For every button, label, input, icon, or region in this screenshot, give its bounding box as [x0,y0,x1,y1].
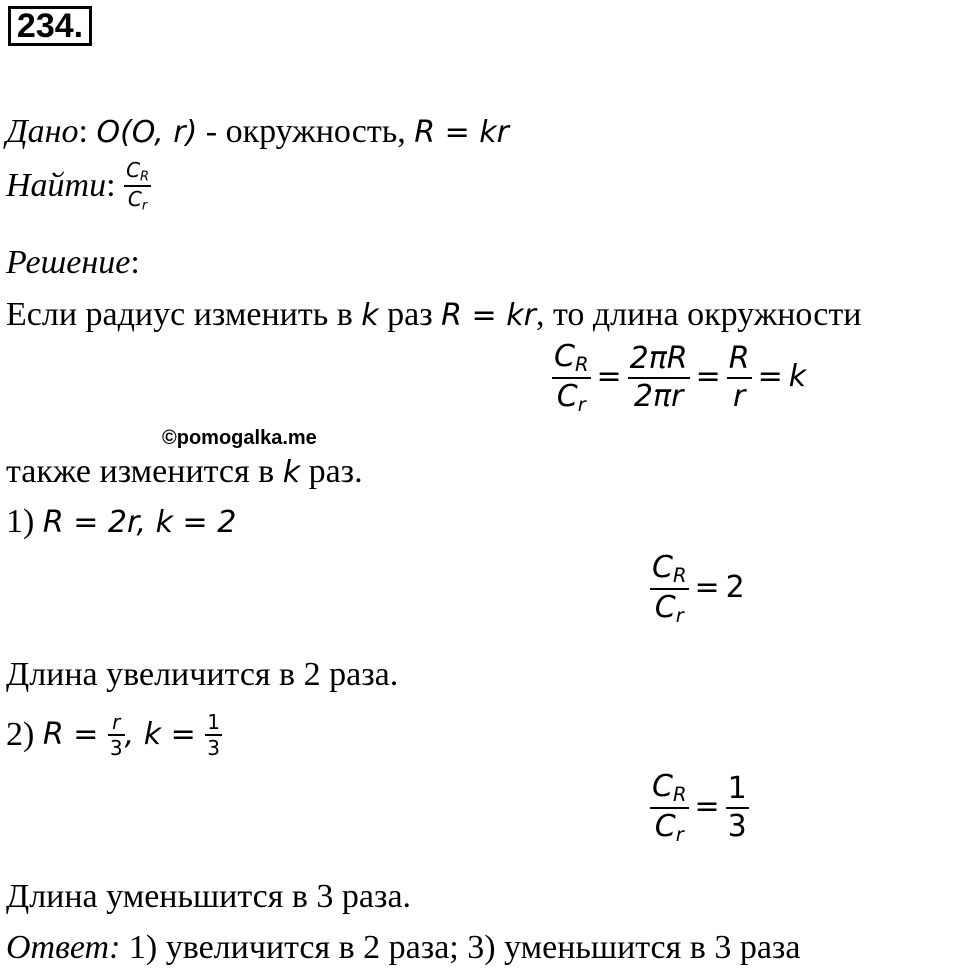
find-label: Найти [6,167,107,204]
case-2-equation: $\frac{C_R}{C_r}$ = $\frac{1}{3}$ [652,769,747,847]
radius-fraction: $\frac{R}{r}$ [728,341,750,415]
solution-line-2: также изменится в k раз. [6,453,363,490]
given-line: Дано: O(O, r) - окружность, R = kr [6,113,509,150]
given-formula: R = kr [414,115,509,150]
problem-number: 234. [8,6,92,46]
given-text: - окружность, [197,113,415,150]
solution-label-line: Решение: [6,244,140,281]
case-1-conclusion: Длина увеличится в 2 раза. [6,656,399,693]
case-2-conclusion: Длина уменьшится в 3 раза. [6,878,412,915]
equation-result: k [788,359,807,395]
given-label: Дано [6,113,79,150]
given-circle: O(O, r) [96,115,198,150]
case-2-ratio: $\frac{C_R}{C_r}$ [652,769,687,847]
solution-line-1: Если радиус изменить в k раз R = kr, то длина окружности [6,296,862,333]
case-1-line: 1) R = 2r, k = 2 [6,503,237,540]
case-1-equation: $\frac{C_R}{C_r}$ = 2 [652,550,745,628]
answer-label: Ответ: [6,929,121,966]
case-2-line: 2) R = $\frac{r}{3}$ , k = $\frac{1}{3}$ [6,710,221,760]
find-fraction: $\frac{C_R}{C_r}$ [126,158,150,213]
case-1-ratio: $\frac{C_R}{C_r}$ [652,550,687,628]
case-2-result: $\frac{1}{3}$ [727,771,747,845]
ratio-fraction: $\frac{C_R}{C_r}$ [554,339,589,417]
case-2-r-fraction: $\frac{r}{3}$ [109,710,123,760]
case-2-k-fraction: $\frac{1}{3}$ [207,710,221,760]
answer-line [6,931,800,965]
circumference-fraction: $\frac{2\pi R}{2\pi r}$ [629,341,688,415]
watermark: ©pomogalka.me [162,427,317,449]
answer-text: 1) увеличится в 2 раза; 3) уменьшится в 3 раза [120,929,801,966]
solution-label: Решение [6,244,131,281]
find-line: Найти: $\frac{C_R}{C_r}$ [6,158,150,213]
main-equation: $\frac{C_R}{C_r}$ = $\frac{2\pi R}{2\pi r}$ = $\frac{R}{r}$ = k [554,339,807,417]
